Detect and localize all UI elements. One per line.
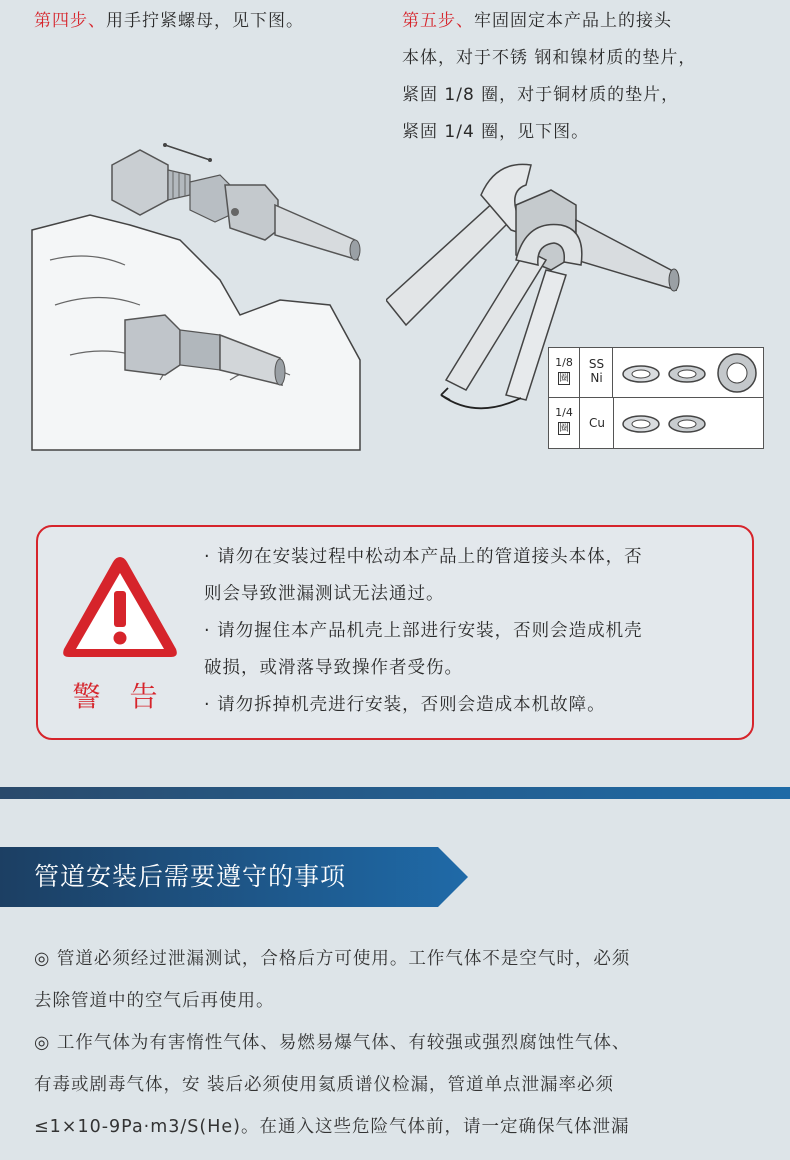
note-line-1: ◎ 管道必须经过泄漏测试，合格后方可使用。工作气体不是空气时，必须 [34,949,631,969]
material-cell [581,348,613,397]
washer-icons-row2 [617,402,717,444]
note-line-5: ≤1×10-9Pa·m3/S(He)。在通入这些危险气体前，请一定确保气体泄漏 [34,1117,630,1137]
step5-label: 第五步、 [402,11,474,31]
warning-item-1: · 请勿在安装过程中松动本产品上的管道接头本体，否 [204,547,643,567]
step5-line-2: 本体，对于不锈 钢和镍材质的垫片， [402,48,697,68]
warning-label: 警 告 [72,680,168,713]
step4-heading [34,3,394,40]
warning-text [204,539,744,724]
warning-triangle-icon [58,551,182,663]
step5-line-1: 牢固固定本产品上的接头 [474,11,672,31]
material-ni: Ni [590,371,603,385]
material-cu: Cu [589,416,605,430]
tightening-table [548,347,764,449]
step4-text: 用手拧紧螺母，见下图。 [106,11,304,31]
section-divider [0,787,790,799]
warning-item-2-cont: 破损，或滑落导致操作者受伤。 [204,658,463,678]
turn-unit: 圈 [559,373,569,384]
turn-cell [549,348,580,397]
note-line-3: ◎ 工作气体为有害惰性气体、易燃易爆气体、有较强或强烈腐蚀性气体、 [34,1033,631,1053]
turn-value: 1/4 [555,406,573,419]
washer-icons-row1 [617,352,761,394]
table-row [549,398,763,448]
section-title: 管道安装后需要遵守的事项 [34,862,347,891]
warning-box [36,525,754,740]
warning-item-3: · 请勿拆掉机壳进行安装，否则会造成本机故障。 [204,695,606,715]
turn-cell [549,398,580,448]
note-line-2: 去除管道中的空气后再使用。 [34,991,275,1011]
material-cell [581,398,614,448]
table-row [549,348,763,398]
warning-item-1-cont: 则会导致泄漏测试无法通过。 [204,584,445,604]
step5-line-3: 紧固 1/8 圈，对于铜材质的垫片， [402,85,680,105]
hand-tighten-illustration [30,130,370,452]
turn-value: 1/8 [555,356,573,369]
note-line-4: 有毒或剧毒气体，安 装后必须使用氦质谱仪检漏，管道单点泄漏率必须 [34,1075,615,1095]
step5-heading [402,3,782,151]
step5-line-4: 紧固 1/4 圈，见下图。 [402,122,590,142]
material-ss: SS [588,357,605,371]
step4-label: 第四步、 [34,11,106,31]
turn-unit: 圈 [559,423,569,434]
warning-item-2: · 请勿握住本产品机壳上部进行安装，否则会造成机壳 [204,621,643,641]
